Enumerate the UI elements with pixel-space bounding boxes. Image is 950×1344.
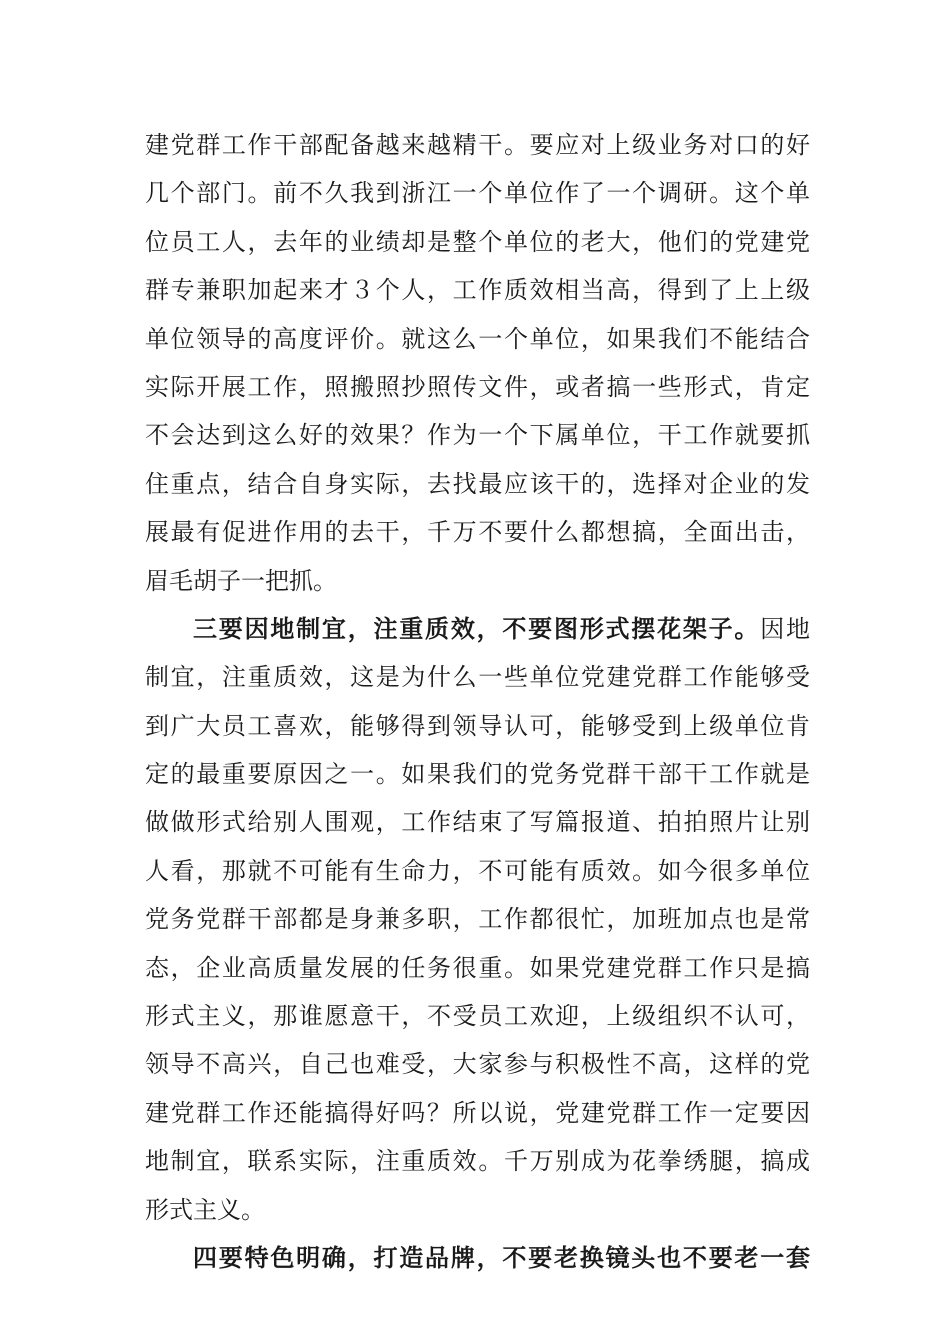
paragraph-first-line — [145, 605, 810, 653]
text-line: 展最有促进作用的去干，千万不要什么都想搞，全面出击， — [145, 518, 810, 547]
text-line: 建党群工作干部配备越来越精干。要应对上级业务对口的好 — [145, 131, 810, 159]
text-line: 领导不高兴，自己也难受，大家参与积极性不高，这样的党 — [145, 1050, 810, 1079]
text-line: 到广大员工喜欢，能够得到领导认可，能够受到上级单位肯 — [145, 711, 810, 740]
paragraph — [145, 1234, 810, 1282]
text-line: 不会达到这么好的效果？作为一个下属单位，干工作就要抓 — [145, 421, 810, 450]
text-line: 定的最重要原因之一。如果我们的党务党群干部干工作就是 — [145, 760, 810, 789]
text-line: 地制宜，联系实际，注重质效。千万别成为花拳绣腿，搞成 — [145, 1147, 810, 1176]
paragraph — [145, 121, 810, 605]
paragraph-heading: 三要因地制宜，注重质效，不要图形式摆花架子。 — [193, 613, 761, 643]
text-line: 做做形式给别人围观，工作结束了写篇报道、拍拍照片让别 — [145, 808, 810, 837]
text-line: 几个部门。前不久我到浙江一个单位作了一个调研。这个单 — [145, 179, 810, 208]
text-line: 位员工人，去年的业绩却是整个单位的老大，他们的党建党 — [145, 227, 810, 256]
text-line: 形式主义。 — [145, 1195, 265, 1224]
text-line: 党务党群干部都是身兼多职，工作都很忙，加班加点也是常 — [145, 905, 810, 934]
text-line: 眉毛胡子一把抓。 — [145, 566, 337, 595]
text-line: 制宜，注重质效，这是为什么一些单位党建党群工作能够受 — [145, 663, 810, 692]
text-line: 建党群工作还能搞得好吗？所以说，党建党群工作一定要因 — [145, 1098, 810, 1127]
paragraph — [145, 605, 810, 1234]
text-line: 形式主义，那谁愿意干，不受员工欢迎，上级组织不认可， — [145, 1002, 810, 1031]
text-line: 实际开展工作，照搬照抄照传文件，或者搞一些形式，肯定 — [145, 372, 810, 401]
text-line: 住重点，结合自身实际，去找最应该干的，选择对企业的发 — [145, 469, 810, 498]
text-line: 人看，那就不可能有生命力，不可能有质效。如今很多单位 — [145, 856, 810, 885]
text-line: 态，企业高质量发展的任务很重。如果党建党群工作只是搞 — [145, 953, 810, 982]
text-line: 单位领导的高度评价。就这么一个单位，如果我们不能结合 — [145, 324, 810, 353]
paragraph-heading: 四要特色明确，打造品牌，不要老换镜头也不要老一套 — [193, 1242, 810, 1272]
text-line: 群专兼职加起来才３个人，工作质效相当高，得到了上上级 — [145, 276, 810, 305]
text-fragment: 因地 — [760, 614, 811, 643]
document-body — [145, 121, 810, 1282]
